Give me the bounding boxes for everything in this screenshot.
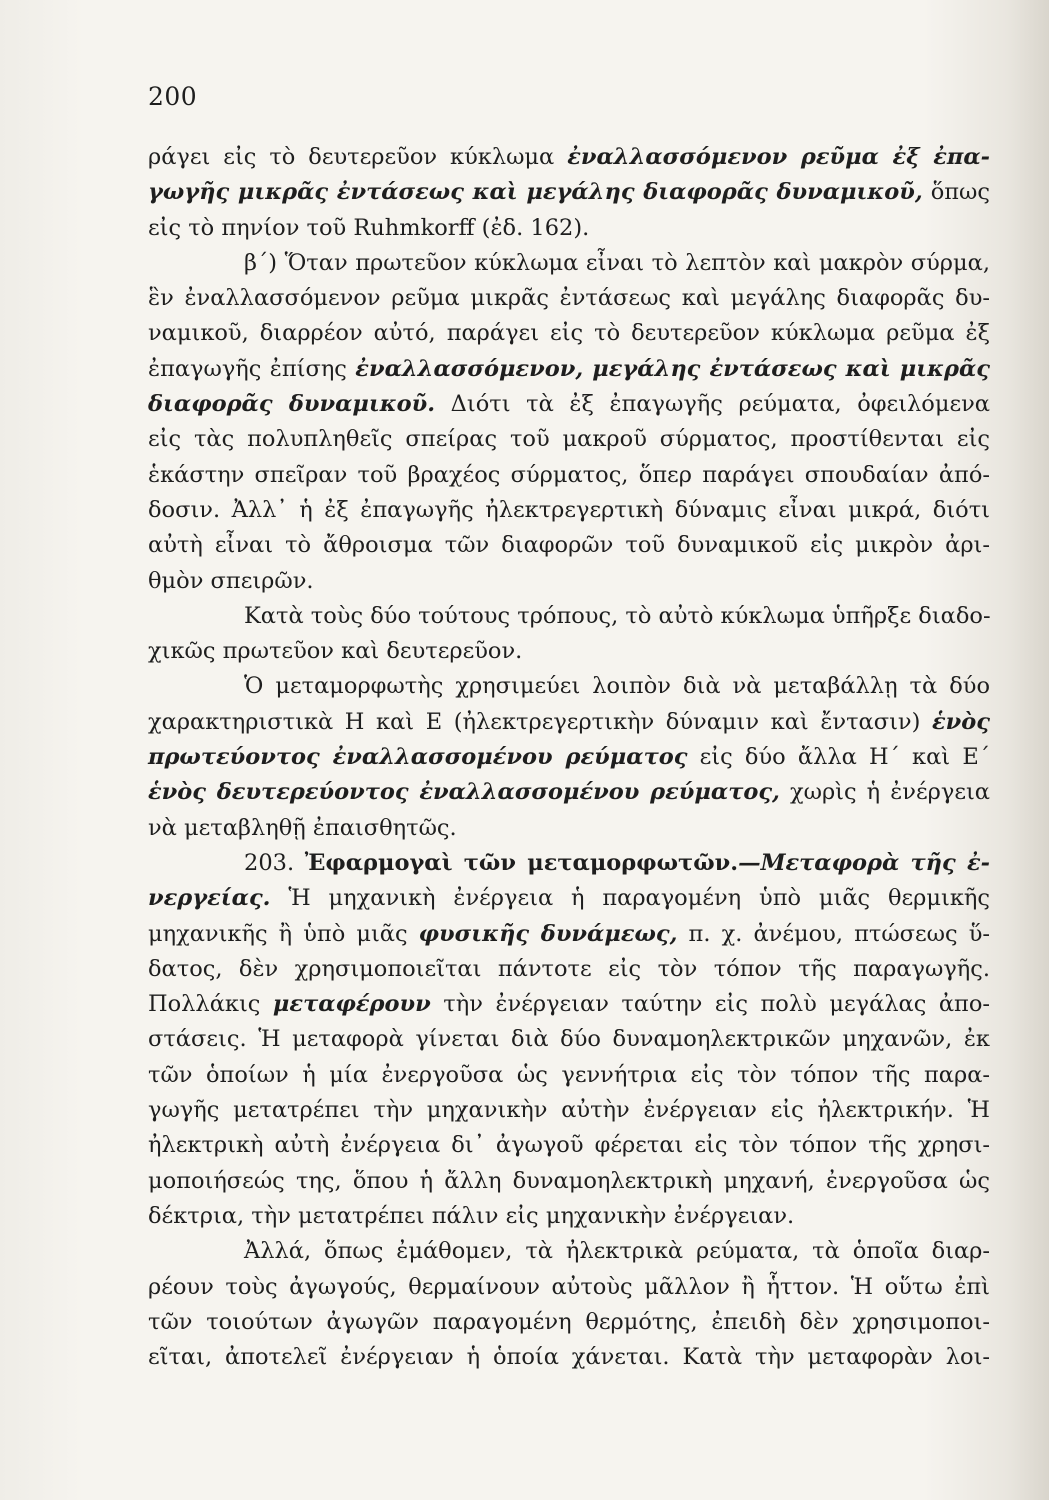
emphasized-text: —Μεταφορὰ τῆς ἐ- <box>738 849 991 876</box>
text-run: Πολλάκις <box>148 991 273 1018</box>
text-line <box>148 1058 990 1093</box>
text-line <box>148 1305 990 1340</box>
text-run: ἐπαγωγῆς ἐπίσης <box>148 355 356 382</box>
emphasized-text: μεταφέρουν <box>272 991 431 1018</box>
text-run: χικῶς πρωτεῦον καὶ δευτερεῦον. <box>148 638 523 665</box>
text-run: γωγῆς μετατρέπει τὴν μηχανικὴν αὐτὴν ἐνέργειαν εἰς ἠλεκτρικήν. Ἡ <box>148 1097 990 1124</box>
text-run: Ἀλλά, ὅπως ἐμάθομεν, τὰ ἠλεκτρικὰ ρεύματα, τὰ ὁποῖα διαρ- <box>244 1238 990 1265</box>
text-line <box>148 952 990 987</box>
text-line <box>148 458 990 493</box>
text-run: 203. <box>244 849 305 876</box>
text-run: εῖται, ἀποτελεῖ ἐνέργειαν ἡ ὁποία χάνεται. Κατὰ τὴν μεταφορὰν λοι- <box>148 1344 990 1371</box>
text-run: ἓν ἐναλλασσόμενον ρεῦμα μικρᾶς ἐντάσεως καὶ μεγάλης διαφορᾶς δυ- <box>148 285 990 312</box>
text-line <box>148 422 990 457</box>
emphasized-text: νεργείας. <box>148 885 271 912</box>
text-run: μηχανικῆς ἢ ὑπὸ μιᾶς <box>148 920 419 947</box>
text-line <box>148 846 990 881</box>
text-run: Κατὰ τοὺς δύο τούτους τρόπους, τὸ αὐτὸ κύκλωμα ὑπῆρξε διαδο- <box>244 602 991 629</box>
text-run: ρέουν τοὺς ἀγωγούς, θερμαίνουν αὐτοὺς μᾶλλον ἢ ἧττον. Ἡ οὕτω ἐπὶ <box>148 1273 990 1300</box>
text-run: τῶν ὁποίων ἡ μία ἐνεργοῦσα ὡς γεννήτρια εἰς τὸν τόπον τῆς παρα- <box>148 1061 990 1088</box>
text-line <box>148 1270 990 1305</box>
emphasized-text: φυσικῆς δυνάμεως, <box>418 920 678 947</box>
text-line <box>148 669 990 704</box>
text-line <box>148 564 990 599</box>
text-run: Ὁ μεταμορφωτὴς χρησιμεύει λοιπὸν διὰ νὰ μεταβάλλῃ τὰ δύο <box>244 673 990 700</box>
emphasized-text: ἐναλλασσόμενον ρεῦμα ἐξ ἐπα- <box>567 144 990 170</box>
text-run: αὐτὴ εἶναι τὸ ἄθροισμα τῶν διαφορῶν τοῦ δυναμικοῦ εἰς μικρὸν ἀρι- <box>148 532 990 559</box>
text-run: ἑκάστην σπεῖραν τοῦ βραχέος σύρματος, ὅπερ παράγει σπουδαίαν ἀπό- <box>148 461 990 488</box>
text-run: εἰς τὰς πολυπληθεῖς σπείρας τοῦ μακροῦ σύρματος, προστίθενται εἰς <box>148 426 990 453</box>
text-run: χωρὶς ἡ ἐνέργεια <box>779 779 990 806</box>
text-line <box>148 281 990 316</box>
text-run: τῶν τοιούτων ἀγωγῶν παραγομένη θερμότης, ἐπειδὴ δὲν χρησιμοποι- <box>148 1308 990 1335</box>
text-line <box>148 246 990 281</box>
text-line <box>148 881 990 916</box>
text-line <box>148 811 990 846</box>
page-body-text <box>148 140 990 1375</box>
text-line <box>148 599 990 634</box>
text-line <box>148 528 990 563</box>
text-run: ὅπως <box>922 179 990 206</box>
text-line <box>148 175 990 210</box>
text-run: δοσιν. Ἀλλ᾽ ἡ ἐξ ἐπαγωγῆς ἠλεκτρεγερτικὴ δύναμις εἶναι μικρά, διότι <box>148 496 990 523</box>
text-run: στάσεις. Ἡ μεταφορὰ γίνεται διὰ δύο δυναμοηλεκτρικῶν μηχανῶν, ἐκ <box>148 1026 990 1053</box>
text-run: Διότι τὰ ἐξ ἐπαγωγῆς ρεύματα, ὀφειλόμενα <box>435 391 990 418</box>
text-line <box>148 634 990 669</box>
text-run: νὰ μεταβληθῇ ἐπαισθητῶς. <box>148 814 457 841</box>
text-line <box>148 1128 990 1163</box>
emphasized-text: πρωτεύοντος ἐναλλασσομένου ρεύματος <box>148 744 688 771</box>
text-run: π. χ. ἀνέμου, πτώσεως ὕ- <box>677 920 990 947</box>
text-line <box>148 140 990 175</box>
text-run: Ἡ μηχανικὴ ἐνέργεια ἡ παραγομένη ὑπὸ μιᾶς θερμικῆς <box>270 885 990 912</box>
text-line <box>148 352 990 387</box>
text-line <box>148 705 990 740</box>
text-line <box>148 740 990 775</box>
text-line <box>148 1164 990 1199</box>
text-line <box>148 1234 990 1269</box>
text-run: ράγει εἰς τὸ δευτερεῦον κύκλωμα <box>148 144 568 170</box>
emphasized-text: ἐναλλασσόμενον, μεγάλης ἐντάσεως καὶ μικρᾶς <box>355 355 991 382</box>
text-line <box>148 493 990 528</box>
text-run: εἰς δύο ἄλλα Η΄ καὶ Ε΄ <box>687 744 991 771</box>
text-run: δατος, δὲν χρησιμοποιεῖται πάντοτε εἰς τὸν τόπον τῆς παραγωγῆς. <box>148 955 990 982</box>
text-line <box>148 1022 990 1057</box>
emphasized-text: Ἐφαρμογαὶ τῶν μεταμορφωτῶν. <box>304 849 739 876</box>
text-line <box>148 1340 990 1375</box>
text-run: μοποιήσεώς της, ὅπου ἡ ἄλλη δυναμοηλεκτρικὴ μηχανή, ἐνεργοῦσα ὡς <box>148 1167 990 1194</box>
emphasized-text: διαφορᾶς δυναμικοῦ. <box>148 391 436 418</box>
text-line <box>148 917 990 952</box>
text-line <box>148 316 990 351</box>
text-line <box>148 387 990 422</box>
page-number: 200 <box>148 82 198 111</box>
text-run: δέκτρια, τὴν μετατρέπει πάλιν εἰς μηχανικὴν ἐνέργειαν. <box>148 1202 795 1229</box>
text-run: χαρακτηριστικὰ Η καὶ Ε (ἠλεκτρεγερτικὴν δύναμιν καὶ ἔντασιν) <box>148 708 932 735</box>
emphasized-text: ἑνὸς <box>932 708 990 735</box>
text-line <box>148 775 990 810</box>
emphasized-text: γωγῆς μικρᾶς ἐντάσεως καὶ μεγάλης διαφορᾶς δυναμικοῦ, <box>148 179 923 206</box>
text-line <box>148 1199 990 1234</box>
text-line <box>148 987 990 1022</box>
text-line <box>148 211 990 246</box>
text-run: θμὸν σπειρῶν. <box>148 567 314 594</box>
text-run: ναμικοῦ, διαρρέον αὐτό, παράγει εἰς τὸ δευτερεῦον κύκλωμα ρεῦμα ἐξ <box>148 320 990 347</box>
text-line <box>148 1093 990 1128</box>
text-run: τὴν ἐνέργειαν ταύτην εἰς πολὺ μεγάλας ἀπο- <box>430 991 990 1018</box>
text-run: ἠλεκτρικὴ αὐτὴ ἐνέργεια δι᾽ ἀγωγοῦ φέρεται εἰς τὸν τόπον τῆς χρησι- <box>148 1132 990 1159</box>
text-run: εἰς τὸ πηνίον τοῦ Ruhmkorff (ἐδ. 162). <box>148 214 590 241</box>
emphasized-text: ἑνὸς δευτερεύοντος ἐναλλασσομένου ρεύματος, <box>148 779 780 806</box>
text-run: β΄) Ὅταν πρωτεῦον κύκλωμα εἶναι τὸ λεπτὸν καὶ μακρὸν σύρμα, <box>244 249 990 276</box>
